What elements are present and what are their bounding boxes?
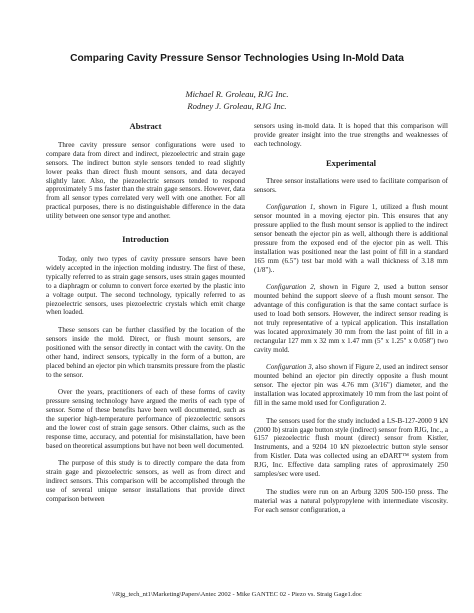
abstract-paragraph: Three cavity pressure sensor configurations were used to compare data from direct and indirect, piezoelectric and strain gage sensors. The indirect button style sensors tended to read slightly lower peaks than direct flush mount sensors, and data decayed slightly later. Also, the piezoelectric sensors tended to respond approximately 5 ms faster than the strain gage sensors. However, data from all sensor types correlated very well with one another. For all practical purposes, there is no distinguishable difference in the data utility between one sensor type and another. <box>46 140 245 221</box>
introduction-paragraph: Today, only two types of cavity pressure sensors have been widely accepted in the injection molding industry. The first of these, typically referred to as strain gage sensors, uses strain gages mounted to a diaphragm or column to convert force exerted by the plastic into a voltage output. The second technology, typically referred to as piezoelectric sensors, uses piezoelectric crystals which emit charge when loaded. <box>46 254 245 317</box>
abstract-heading: Abstract <box>129 121 162 131</box>
configuration-2-label: Configuration 2 <box>266 283 314 292</box>
experimental-intro: Three sensor installations were used to facilitate comparison of sensors. <box>254 176 448 194</box>
configuration-3-label: Configuration 3 <box>266 363 312 372</box>
author-2: Rodney J. Groleau, RJG Inc. <box>187 101 287 111</box>
experimental-heading: Experimental <box>325 157 377 168</box>
configuration-3-text: , also shown if Figure 2, used an indirect sensor mounted behind an ejector pin directly opposite a flush mount sensor. The ejector pin was 4.76 mm (3/16") diameter, and the installation was located approximately 10 mm from the last point of fill in the same mold used for Configuration 2. <box>254 363 448 407</box>
author-list <box>0 88 474 112</box>
introduction-paragraph: These sensors can be further classified by the location of the sensors inside the mold. Direct, or flush mount sensors, are positioned with the sensor directly in contact with the cavity. On the other hand, indirect sensors, typically in the form of a button, are placed behind an ejector pin which transmits pressure from the plastic to the sensor. <box>46 326 245 379</box>
document-path-footer: \\Rjg_tech_nt1\Marketing\Papers\Antec 2002 - Mike GANTEC 02 - Piezo vs. Straig Gage1.doc <box>112 591 362 598</box>
left-column <box>46 122 245 513</box>
configuration-1-paragraph <box>254 203 448 274</box>
introduction-paragraph: The purpose of this study is to directly compare the data from strain gage and piezoelectric sensors, as well as from direct and indirect sensors. This comparison will be accomplished through the use of several unique sensor installations that provide direct comparison between <box>46 459 245 504</box>
configuration-1-text: , shown in Figure 1, utilized a flush mount sensor mounted in a moving ejector pin. This ensures that any pressure applied to the flush mount sensor is applied to the indirect sensor beneath the ejector pin as well, although there is additional pressure from the exposed end of the ejector pin as well. This installation was positioned near the last point of fill in a standard 165 mm (6.5") test bar mold with a wall thickness of 3.18 mm (1/8").. <box>254 203 448 274</box>
introduction-heading: Introduction <box>122 234 169 245</box>
configuration-2-paragraph <box>254 283 448 354</box>
configuration-1-label: Configuration 1 <box>266 203 314 212</box>
introduction-paragraph: Over the years, practitioners of each of these forms of cavity pressure sensing technology have argued the merits of each type of sensor. Some of these benefits have been well documented, such as the superior high-temperature performance of piezoelectric sensors and the lower cost of strain gage sensors. Other claims, such as the response time, accuracy, and potential for misinstallation, have been based on theoretical assumptions but have not been well documented. <box>46 388 245 450</box>
introduction-continuation: sensors using in-mold data. It is hoped that this comparison will provide greater insight into the true strengths and weaknesses of each technology. <box>254 122 448 148</box>
author-1: Michael R. Groleau, RJG Inc. <box>185 89 289 99</box>
right-column <box>254 122 448 523</box>
studies-paragraph: The studies were run on an Arburg 320S 500-150 press. The material was a natural polypropylene with intermediate viscosity. For each sensor configuration, a <box>254 487 448 514</box>
configuration-3-paragraph <box>254 363 448 408</box>
sensors-paragraph: The sensors used for the study included a LS-B-127-2000 9 kN (2000 lb) strain gage button style (indirect) sensor from RJG, Inc., a 6157 piezoelectric flush mount (direct) sensor from Kistler, Instruments, and a 9204 10 kN piezoelectric button style sensor from Kistler. Data was collected using an eDART™ system from RJG, Inc. Effective data sampling rates of approximately 250 samples/sec were used. <box>254 416 448 479</box>
configuration-2-text: , shown in Figure 2, used a button sensor mounted behind the support sleeve of a flush mount sensor. The advantage of this configuration is that the same contact surface is used to load both sensors. However, the indirect sensor reading is not truly representative of a typical application. This installation was located approximately 30 mm from the last point of fill in a rectangular 127 mm x 32 mm x 1.47 mm (5" x 1.25" x 0.058") two cavity mold. <box>254 283 448 354</box>
paper-title: Comparing Cavity Pressure Sensor Technologies Using In-Mold Data <box>70 53 404 64</box>
